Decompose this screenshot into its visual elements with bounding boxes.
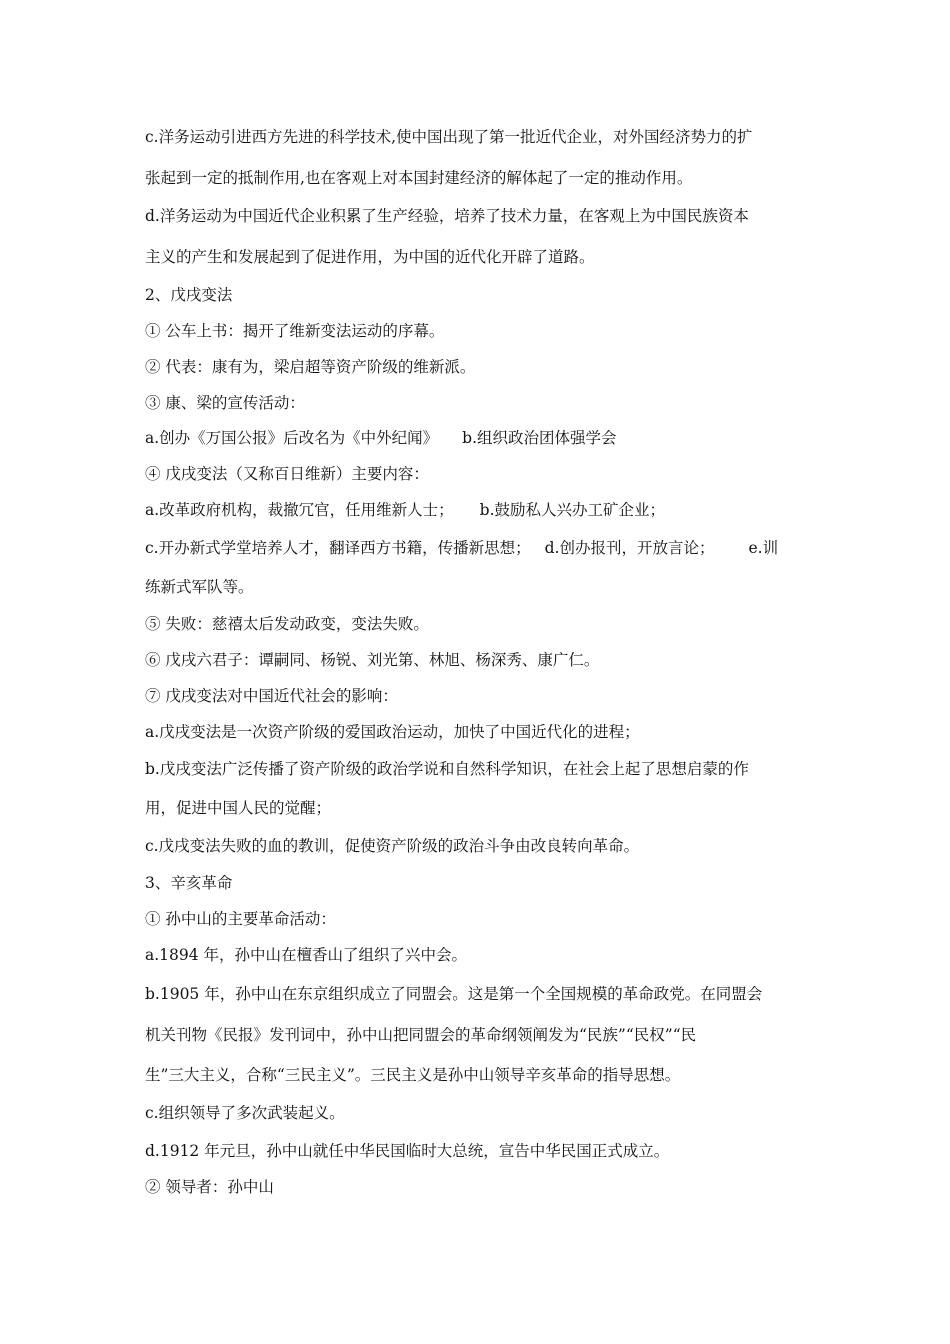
text-line: 张起到一定的抵制作用,也在客观上对本国封建经济的解体起了一定的推动作用。: [145, 169, 693, 187]
text-item: e.训: [748, 539, 779, 557]
text-line: a.戊戌变法是一次资产阶级的爱国政治运动，加快了中国近代化的进程；: [145, 723, 640, 741]
text-line: 练新式军队等。: [145, 578, 254, 596]
text-line: d.洋务运动为中国近代企业积累了生产经验，培养了技术力量，在客观上为中国民族资本: [145, 207, 749, 225]
text-line: [145, 428, 815, 448]
text-item: c.开办新式学堂培养人才，翻译西方书籍，传播新思想；: [145, 539, 531, 557]
text-line: c.戊戌变法失败的血的教训，促使资产阶级的政治斗争由改良转向革命。: [145, 837, 640, 855]
text-line: ① 公车上书：揭开了维新变法运动的序幕。: [145, 322, 445, 340]
text-line: c.洋务运动引进西方先进的科学技术,使中国出现了第一批近代企业，对外国经济势力的扩: [145, 128, 753, 146]
text-line: ⑥ 戊戌六君子：谭嗣同、杨锐、刘光第、林旭、杨深秀、康广仁。: [145, 651, 600, 669]
text-line: ① 孙中山的主要革命活动：: [145, 910, 336, 928]
text-line: ⑦ 戊戌变法对中国近代社会的影响：: [145, 687, 398, 705]
text-line: ② 代表：康有为，梁启超等资产阶级的维新派。: [145, 358, 476, 376]
text-line: b.戊戌变法广泛传播了资产阶级的政治学说和自然科学知识，在社会上起了思想启蒙的作: [145, 760, 749, 778]
text-line: [145, 500, 815, 520]
section-heading: 3、辛亥革命: [145, 874, 233, 892]
text-line: 用，促进中国人民的觉醒；: [145, 799, 332, 817]
text-line: ④ 戊戌变法（又称百日维新）主要内容：: [145, 465, 429, 483]
text-line: d.1912 年元旦，孙中山就任中华民国临时大总统，宣告中华民国正式成立。: [145, 1142, 670, 1160]
text-line: ③ 康、梁的宣传活动：: [145, 394, 305, 412]
text-item: d.创办报刊，开放言论；: [544, 539, 715, 557]
text-line: ② 领导者：孙中山: [145, 1178, 274, 1196]
text-item: a.创办《万国公报》后改名为《中外纪闻》: [145, 429, 439, 447]
text-line: ⑤ 失败：慈禧太后发动政变，变法失败。: [145, 615, 429, 633]
text-item: a.改革政府机构，裁撤冗官，任用维新人士；: [145, 501, 454, 519]
text-line: 生”三大主义，合称“三民主义”。三民主义是孙中山领导辛亥革命的指导思想。: [145, 1066, 681, 1084]
text-line: a.1894 年，孙中山在檀香山了组织了兴中会。: [145, 946, 468, 964]
text-line: b.1905 年，孙中山在东京组织成立了同盟会。这是第一个全国规模的革命政党。在同盟会: [145, 985, 763, 1003]
section-heading: 2、戊戌变法: [145, 286, 233, 304]
text-line: c.组织领导了多次武装起义。: [145, 1104, 345, 1122]
text-line: 机关刊物《民报》发刊词中，孙中山把同盟会的革命纲领阐发为“民族”“民权”“民: [145, 1026, 697, 1044]
text-line: 主义的产生和发展起到了促进作用，为中国的近代化开辟了道路。: [145, 248, 595, 266]
text-item: b.组织政治团体强学会: [462, 429, 617, 447]
text-item: b.鼓励私人兴办工矿企业；: [479, 501, 666, 519]
text-line: [145, 538, 815, 558]
